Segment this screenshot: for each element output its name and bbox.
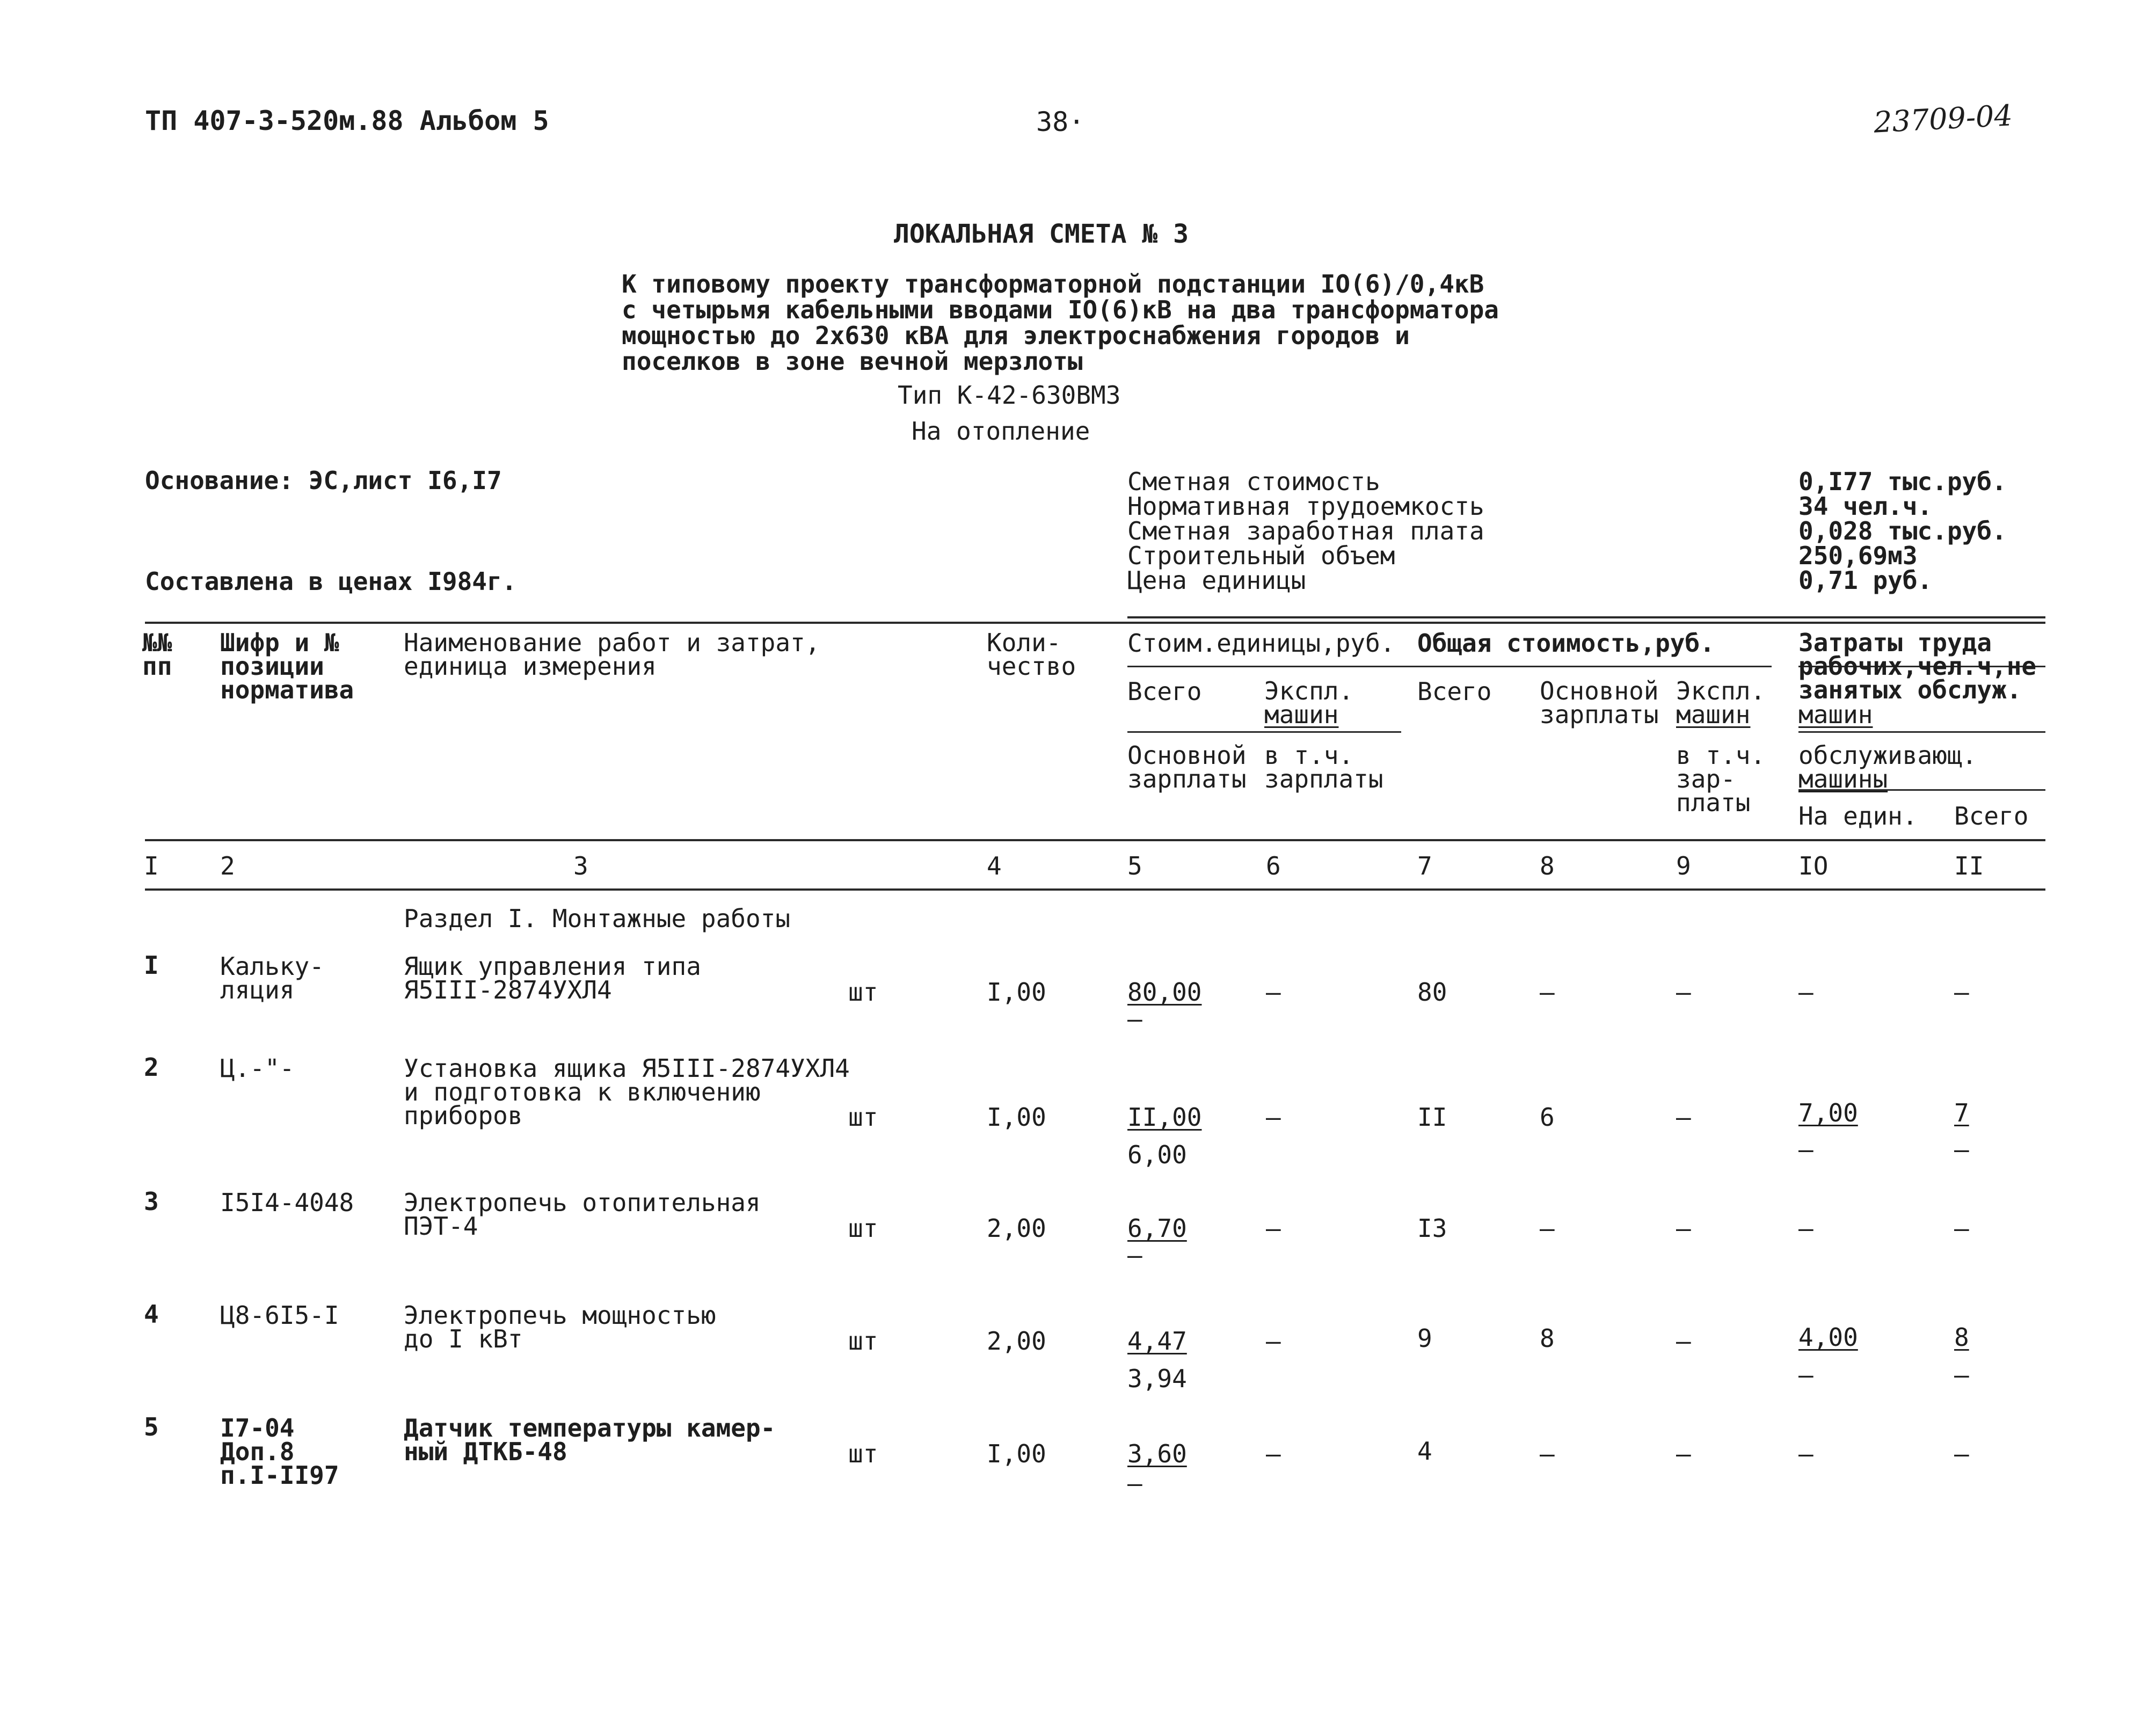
row-unit-wage: – — [1127, 1241, 1142, 1270]
col-number: 5 — [1127, 851, 1142, 880]
header-unit-cost-group: Стоим.единицы,руб. — [1127, 629, 1395, 658]
row-name — [404, 1188, 761, 1241]
summary-label: Цена единицы — [1127, 566, 1306, 595]
estimate-title: ЛОКАЛЬНАЯ СМЕТА № 3 — [894, 219, 1189, 249]
row-name-line: до I кВт — [404, 1324, 523, 1353]
row-name-line: приборов — [404, 1101, 523, 1130]
row-labor-unit: 7,00 — [1798, 1098, 1858, 1127]
header-text: рабочих,чел.ч,не — [1798, 652, 2037, 681]
summary-value: 0,71 руб. — [1798, 566, 1933, 595]
header-col-num — [142, 628, 172, 681]
basis-text: Основание: ЭС,лист I6,I7 — [145, 466, 502, 495]
row-labor-total: 7 — [1954, 1098, 1969, 1127]
col-number: 4 — [987, 851, 1002, 880]
row-machines: – — [1266, 1439, 1281, 1468]
row-number: 4 — [144, 1300, 159, 1329]
row-code-line: Доп.8 — [220, 1437, 295, 1466]
row-code — [220, 952, 324, 1004]
row-name-line: Электропечь отопительная — [404, 1188, 761, 1217]
header-text: Основной — [1540, 676, 1659, 705]
header-text: занятых обслуж. — [1798, 675, 2022, 704]
header-text: машин — [1264, 700, 1339, 729]
header-text: машин — [1676, 700, 1751, 729]
summary-values — [1798, 469, 2007, 593]
header-text: зарплаты — [1264, 764, 1383, 793]
row-unit: шт — [848, 1439, 878, 1468]
header-c10: На един. — [1798, 802, 1918, 830]
row-name-line: Установка ящика Я5III-2874УХЛ4 — [404, 1054, 850, 1083]
header-text: в т.ч. — [1264, 741, 1354, 770]
row-expl: – — [1676, 1103, 1691, 1132]
row-machines: – — [1266, 1327, 1281, 1356]
header-text: пп — [142, 652, 172, 681]
row-code-line: п.I-II97 — [220, 1461, 339, 1490]
row-name-line: Ящик управления типа — [404, 952, 701, 981]
header-text: Основной — [1127, 741, 1247, 770]
summary-value: 34 чел.ч. — [1798, 492, 1933, 521]
header-text: в т.ч. — [1676, 741, 1766, 770]
row-code-line: I7-04 — [220, 1414, 295, 1443]
row-name — [404, 1303, 716, 1351]
row-unit-total: 3,60 — [1127, 1439, 1187, 1468]
header-text: норматива — [220, 675, 354, 704]
row-unit: шт — [848, 1214, 878, 1243]
header-c9-top — [1676, 676, 1766, 729]
row-wage: 6 — [1540, 1103, 1555, 1132]
column-numbers-rule — [145, 888, 2045, 891]
estimate-purpose: На отопление — [912, 417, 1090, 446]
row-labor-unit-2: – — [1798, 1135, 1813, 1164]
col-number: II — [1954, 851, 1984, 880]
row-wage: – — [1540, 978, 1555, 1007]
row-unit-wage: – — [1127, 1469, 1142, 1498]
row-total: I3 — [1417, 1214, 1447, 1243]
row-labor-total: 8 — [1954, 1323, 1969, 1352]
row-total: II — [1417, 1103, 1447, 1132]
description-line: с четырьмя кабельными вводами IO(6)кВ на два трансформатора — [622, 295, 1499, 324]
row-total: 80 — [1417, 978, 1447, 1007]
summary-labels — [1127, 469, 1484, 593]
row-wage: 8 — [1540, 1324, 1555, 1353]
row-number: 3 — [144, 1187, 159, 1216]
row-labor-unit: – — [1798, 1439, 1813, 1468]
header-col-name — [404, 628, 820, 681]
header-col-qty — [987, 628, 1076, 681]
row-quantity: I,00 — [987, 978, 1046, 1007]
summary-value: 0,I77 тыс.руб. — [1798, 467, 2007, 496]
row-unit: шт — [848, 1103, 878, 1132]
row-unit-total: II,00 — [1127, 1103, 1202, 1132]
row-code-line: Кальку- — [220, 952, 324, 981]
summary-label: Сметная заработная плата — [1127, 516, 1484, 545]
header-text: платы — [1676, 788, 1751, 817]
row-name-line: Электропечь мощностью — [404, 1301, 716, 1330]
header-c5-bottom — [1127, 741, 1247, 793]
unit-subrule — [1127, 731, 1401, 733]
row-expl: – — [1676, 1214, 1691, 1243]
header-text: зарплаты — [1540, 700, 1659, 729]
row-code-line: Ц8-6I5-I — [220, 1301, 339, 1330]
row-expl: – — [1676, 1439, 1691, 1468]
header-col-code — [220, 628, 354, 704]
row-unit-total: 80,00 — [1127, 978, 1202, 1007]
row-labor-total: – — [1954, 978, 1969, 1007]
header-top-rule-a — [1127, 616, 2045, 618]
row-unit-total: 4,47 — [1127, 1327, 1187, 1356]
header-c7: Всего — [1417, 677, 1492, 706]
col-number: IO — [1798, 851, 1829, 880]
description-line: мощностью до 2х630 кВА для электроснабжения городов и — [622, 321, 1410, 350]
row-code-line: Ц.-"- — [220, 1054, 295, 1083]
summary-value: 250,69м3 — [1798, 541, 1918, 570]
row-labor-unit: 4,00 — [1798, 1323, 1858, 1352]
header-c6-bottom — [1264, 741, 1383, 793]
row-quantity: 2,00 — [987, 1214, 1046, 1243]
row-name-line: Я5III-2874УХЛ4 — [404, 975, 612, 1004]
substation-type: Тип К-42-630ВМЗ — [898, 381, 1121, 410]
row-labor-unit: – — [1798, 978, 1813, 1007]
row-code-line: ляция — [220, 975, 295, 1004]
col-number: 6 — [1266, 851, 1281, 880]
col-number: I — [144, 851, 159, 880]
header-labor-service — [1798, 741, 1977, 793]
summary-label: Строительный объем — [1127, 541, 1395, 570]
col-number: 3 — [573, 851, 588, 880]
row-name — [404, 1414, 776, 1466]
header-text: обслуживающ. — [1798, 741, 1977, 770]
col-number: 8 — [1540, 851, 1555, 880]
header-text: Наименование работ и затрат, — [404, 628, 820, 657]
header-text: №№ — [142, 628, 172, 657]
row-code-line: I5I4-4048 — [220, 1188, 354, 1217]
row-expl: – — [1676, 1327, 1691, 1356]
prices-text: Составлена в ценах I984г. — [145, 567, 517, 596]
row-machines: – — [1266, 1214, 1281, 1243]
row-number: I — [144, 951, 159, 980]
row-quantity: 2,00 — [987, 1327, 1046, 1356]
header-text: Шифр и № — [220, 628, 339, 657]
header-text: зарплаты — [1127, 764, 1247, 793]
row-code — [220, 1301, 339, 1330]
row-name-line: Датчик температуры камер- — [404, 1414, 776, 1443]
header-text: Экспл. — [1264, 676, 1354, 705]
handwritten-number: 23709-04 — [1873, 98, 2014, 140]
row-unit-wage: 3,94 — [1127, 1364, 1187, 1393]
row-unit-total: 6,70 — [1127, 1214, 1187, 1243]
row-labor-unit: – — [1798, 1214, 1813, 1243]
labor-subrule — [1798, 731, 2045, 733]
row-total: 9 — [1417, 1324, 1432, 1353]
document-code: ТП 407-3-520м.88 Альбом 5 — [145, 105, 549, 136]
row-wage: – — [1540, 1214, 1555, 1243]
description-line: поселков в зоне вечной мерзлоты — [622, 347, 1083, 376]
header-c6-top — [1264, 676, 1354, 729]
row-machines: – — [1266, 978, 1281, 1007]
row-quantity: I,00 — [987, 1103, 1046, 1132]
row-quantity: I,00 — [987, 1439, 1046, 1468]
header-text: Затраты труда — [1798, 628, 1992, 657]
header-bottom-rule — [145, 839, 2045, 841]
header-top-rule — [145, 622, 2045, 624]
header-text: зар- — [1676, 764, 1736, 793]
col-number: 9 — [1676, 851, 1691, 880]
header-text: позиции — [220, 652, 324, 681]
row-unit: шт — [848, 1327, 878, 1356]
header-c9-bottom — [1676, 741, 1766, 817]
row-unit-wage: – — [1127, 1004, 1142, 1033]
section-title: Раздел I. Монтажные работы — [404, 904, 791, 933]
row-number: 5 — [144, 1412, 159, 1441]
header-c11: Всего — [1954, 802, 2029, 830]
row-name-line: ный ДТКБ-48 — [404, 1437, 567, 1466]
row-code — [220, 1414, 339, 1490]
row-labor-total: – — [1954, 1439, 1969, 1468]
header-text: Экспл. — [1676, 676, 1766, 705]
summary-label: Сметная стоимость — [1127, 467, 1380, 496]
row-code — [220, 1188, 354, 1217]
col-number: 2 — [220, 851, 235, 880]
row-unit-wage: 6,00 — [1127, 1140, 1187, 1169]
header-c5-top: Всего — [1127, 677, 1202, 706]
row-name-line: и подготовка к включению — [404, 1077, 761, 1106]
header-text: Коли- — [987, 628, 1061, 657]
row-number: 2 — [144, 1053, 159, 1082]
page-number: 38· — [1036, 106, 1085, 137]
header-labor-machines: машин — [1798, 700, 1873, 729]
row-name — [404, 952, 701, 1004]
summary-label: Нормативная трудоемкость — [1127, 492, 1484, 521]
row-code — [220, 1054, 295, 1083]
row-labor-total: – — [1954, 1214, 1969, 1243]
row-unit: шт — [848, 978, 878, 1007]
col-number: 7 — [1417, 851, 1432, 880]
row-labor-unit-2: – — [1798, 1360, 1813, 1389]
row-machines: – — [1266, 1103, 1281, 1132]
row-labor-total-2: – — [1954, 1135, 1969, 1164]
description-line: К типовому проекту трансформаторной подстанции IO(6)/0,4кВ — [622, 269, 1484, 298]
header-total-cost-group: Общая стоимость,руб. — [1417, 629, 1715, 658]
header-text: машины — [1798, 764, 1888, 793]
project-description — [622, 271, 1499, 374]
row-expl: – — [1676, 978, 1691, 1007]
header-c8 — [1540, 676, 1659, 729]
header-text: чество — [987, 652, 1076, 681]
cost-group-rule — [1127, 666, 1772, 667]
header-text: единица измерения — [404, 652, 657, 681]
header-labor-group — [1798, 628, 2037, 704]
row-wage: – — [1540, 1439, 1555, 1468]
summary-value: 0,028 тыс.руб. — [1798, 516, 2007, 545]
row-labor-total-2: – — [1954, 1360, 1969, 1389]
row-total: 4 — [1417, 1437, 1432, 1466]
row-name-line: ПЭТ-4 — [404, 1212, 478, 1241]
row-name — [404, 1054, 850, 1130]
